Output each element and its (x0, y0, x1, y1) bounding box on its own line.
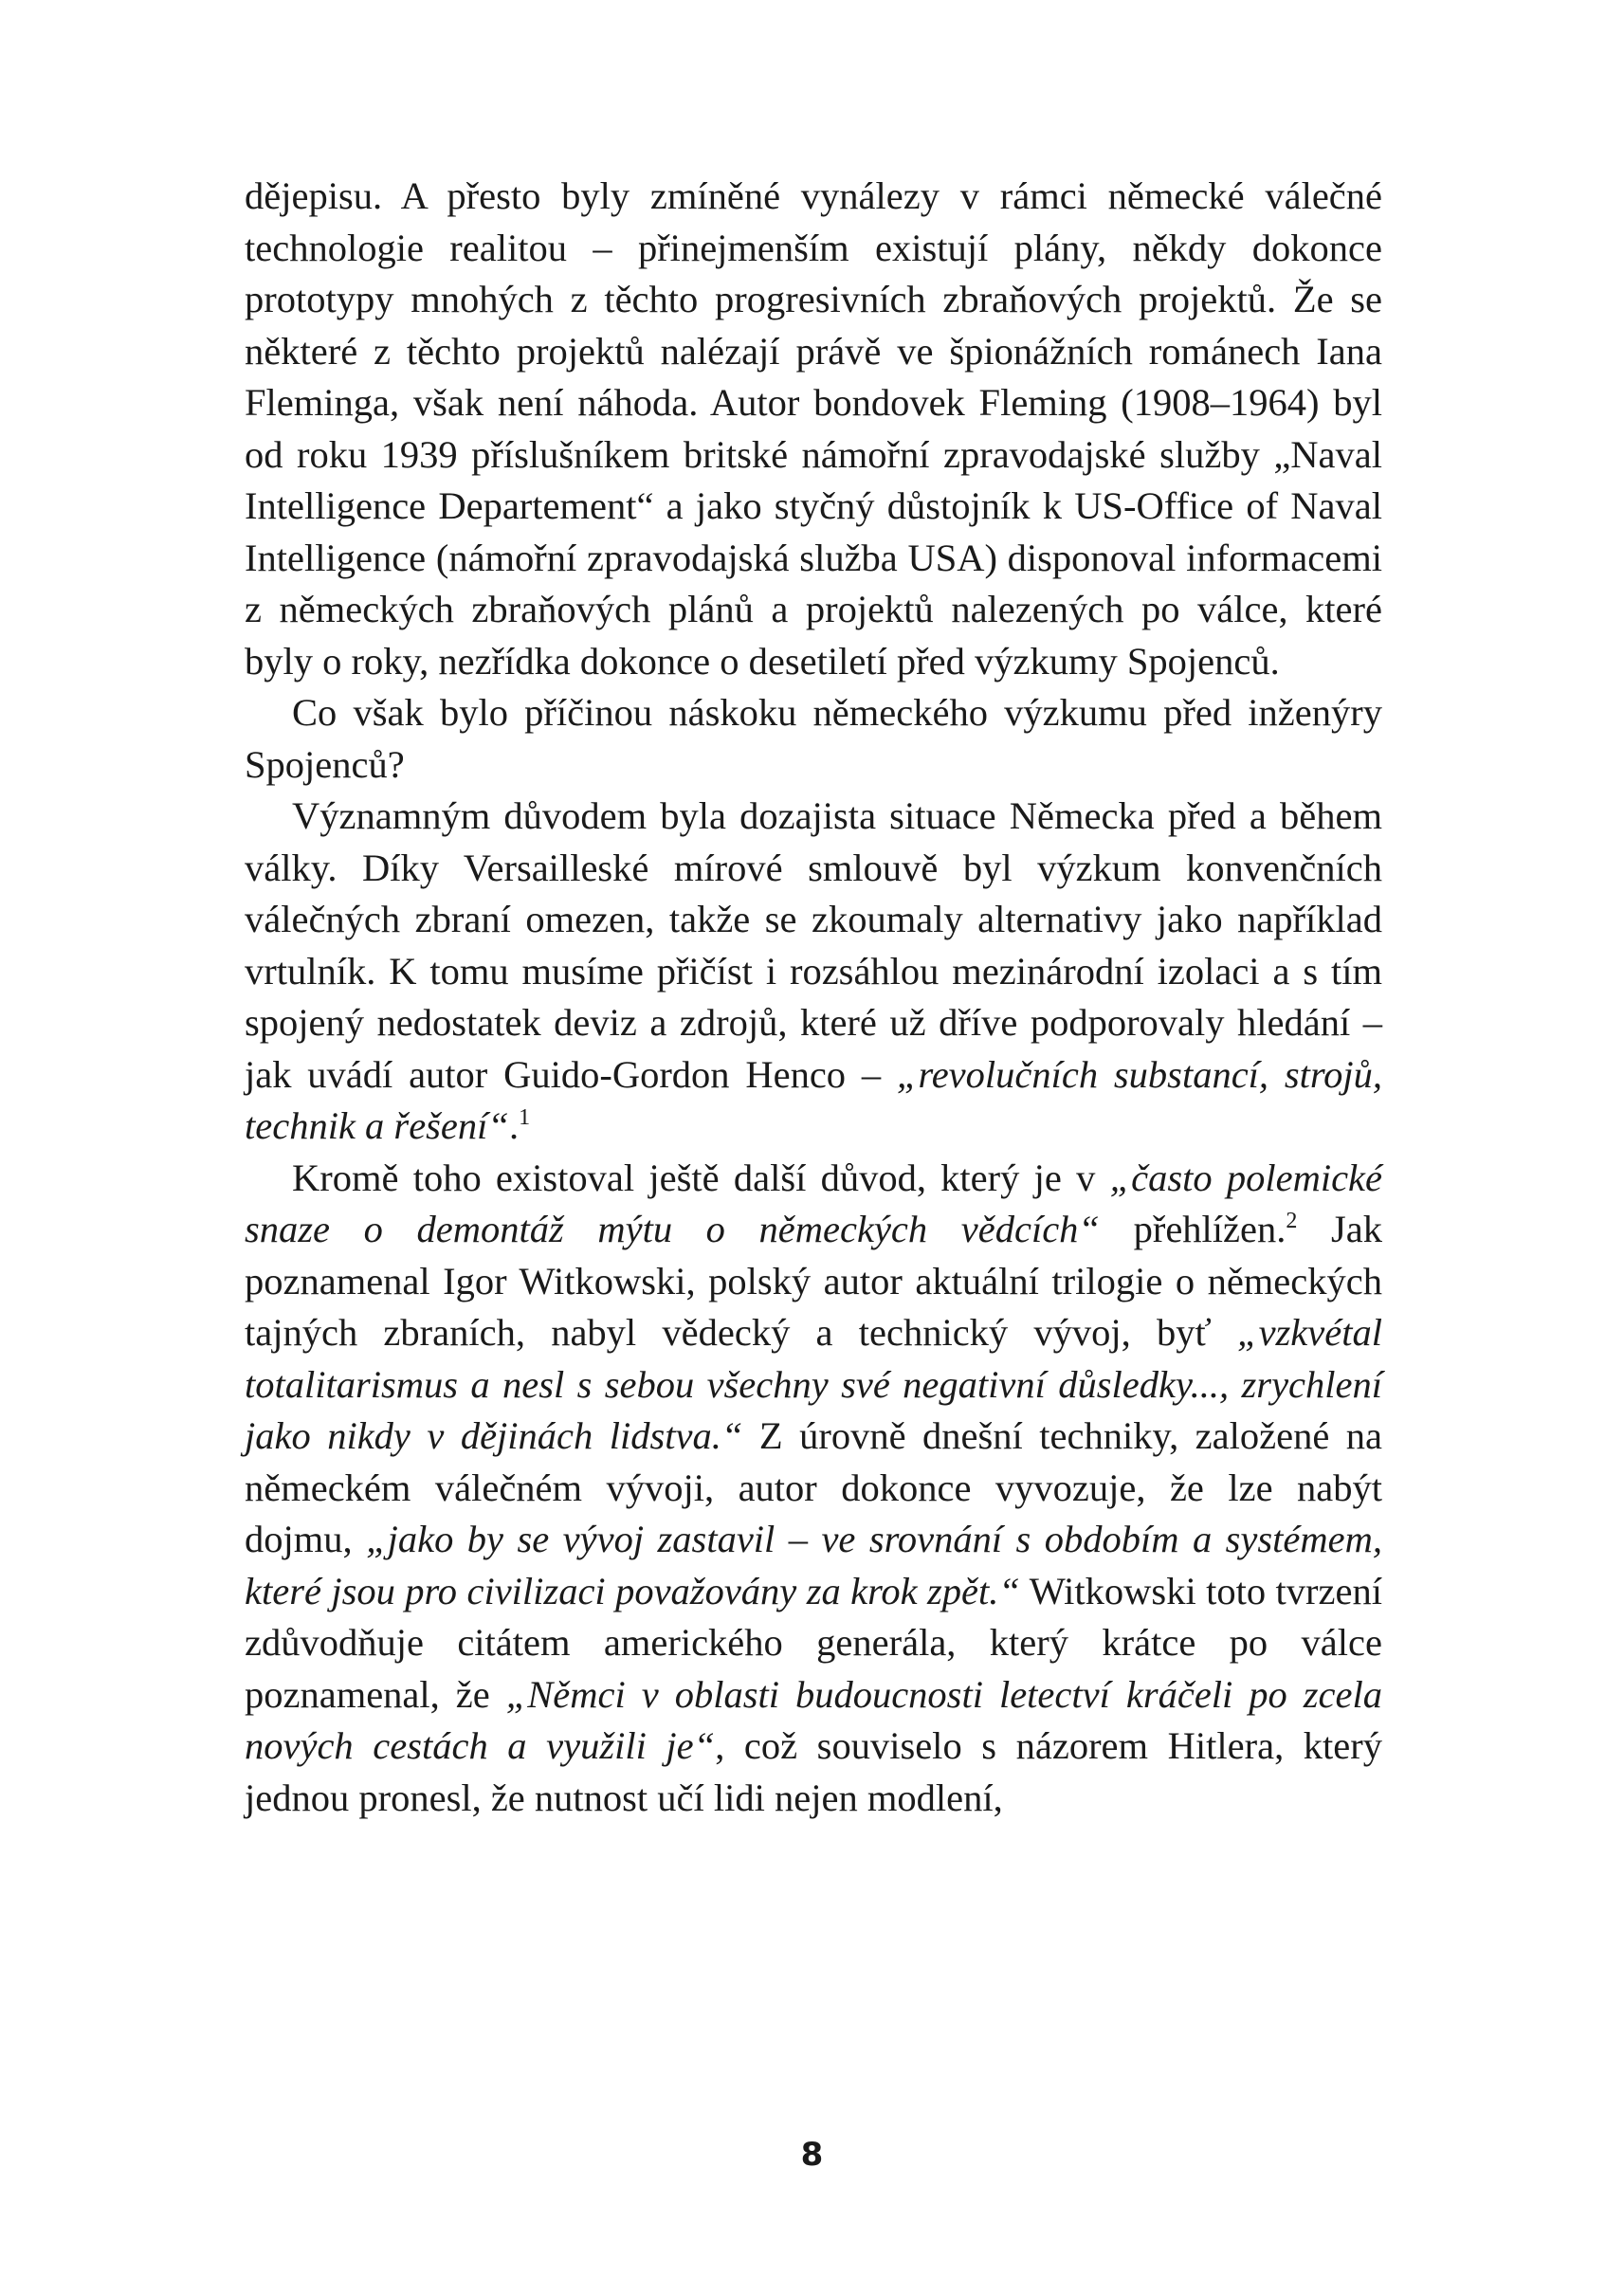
footnote-ref-2: 2 (1286, 1209, 1298, 1233)
paragraph-2 (245, 687, 1382, 791)
quote-witkowski-1: „vzkvétal totalitarismus a nesl s sebou všechny své negativní důsledky..., zrychlení jako nikdy v dějinách lidstva.“ (245, 1311, 1382, 1457)
paragraph-1-text: dějepisu. A přesto byly zmíněné vynálezy v rámci německé válečné technologie realitou – přinejmenším existují plány, někdy dokonce prototypy mnohých z těchto progresivních zbraňových projektů. Že se některé z těchto projektů nalézají právě ve špionážních románech Iana Fleminga, však není náhoda. Autor bondovek Fleming (1908–1964) byl od roku 1939 příslušníkem britské námořní zpravodajské služby „Naval Intelligence Departement“ a jako styčný důstojník k US-Office of Naval Intelligence (námořní zpravodajská služba USA) disponoval informacemi z německých zbraňových plánů a projektů nalezených po válce, které byly o roky, nezřídka dokonce o desetiletí před výzkumy Spojenců. (245, 174, 1382, 683)
paragraph-4 (245, 1153, 1382, 1825)
quote-polemic: „často polemické snaze o demontáž mýtu o německých vědcích“ (245, 1156, 1382, 1250)
paragraph-4-text-a: Kromě toho existoval ještě další důvod, který je v (292, 1156, 1110, 1199)
footnote-ref-1: 1 (519, 1105, 531, 1130)
paragraph-3 (245, 791, 1382, 1153)
page-number: 8 (800, 2136, 824, 2174)
paragraph-3-end: . (508, 1104, 520, 1147)
paragraph-4-text-b: přehlížen. (1099, 1208, 1286, 1250)
paragraph-4-text-f: , což souviselo s názorem Hitlera, který jednou pronesl, že nutnost učí lidi nejen modlení, (245, 1724, 1382, 1819)
paragraph-4-text-d: Z úrovně dnešní techniky, založené na německém válečném vývoji, autor dokonce vyvozuje, že lze nabýt dojmu, (245, 1414, 1382, 1560)
paragraph-4-text-c: Jak poznamenal Igor Witkowski, polský autor aktuální trilogie o německých tajných zbraních, nabyl vědecký a technický vývoj, byť (245, 1208, 1382, 1354)
quote-henco: „revolučních substancí, strojů, technik a řešení“ (245, 1052, 1382, 1147)
paragraph-4-text-e: Witkowski toto tvrzení zdůvodňuje citátem amerického generála, který krátce po válce poznamenal, že (245, 1569, 1382, 1716)
quote-witkowski-2: „jako by se vývoj zastavil – ve srovnání s obdobím a systémem, které jsou pro civilizaci považovány za krok zpět.“ (245, 1518, 1382, 1612)
quote-general: „Němci v oblasti budoucnosti letectví kráčeli po zcela nových cestách a využili je“ (245, 1672, 1383, 1767)
paragraph-2-text: Co však bylo příčinou náskoku německého výzkumu před inženýry Spojenců? (245, 691, 1382, 786)
paragraph-1 (245, 171, 1382, 687)
body-text (245, 171, 1382, 1824)
paragraph-3-text: Významným důvodem byla dozajista situace Německa před a během války. Díky Versailleské mírové smlouvě byl výzkum konvenčních válečných zbraní omezen, takže se zkoumaly alternativy jako například vrtulník. K tomu musíme přičíst i rozsáhlou mezinárodní izolaci a s tím spojený nedostatek deviz a zdrojů, které už dříve podporovaly hledání – jak uvádí autor Guido-Gordon Henco – (245, 794, 1382, 1096)
